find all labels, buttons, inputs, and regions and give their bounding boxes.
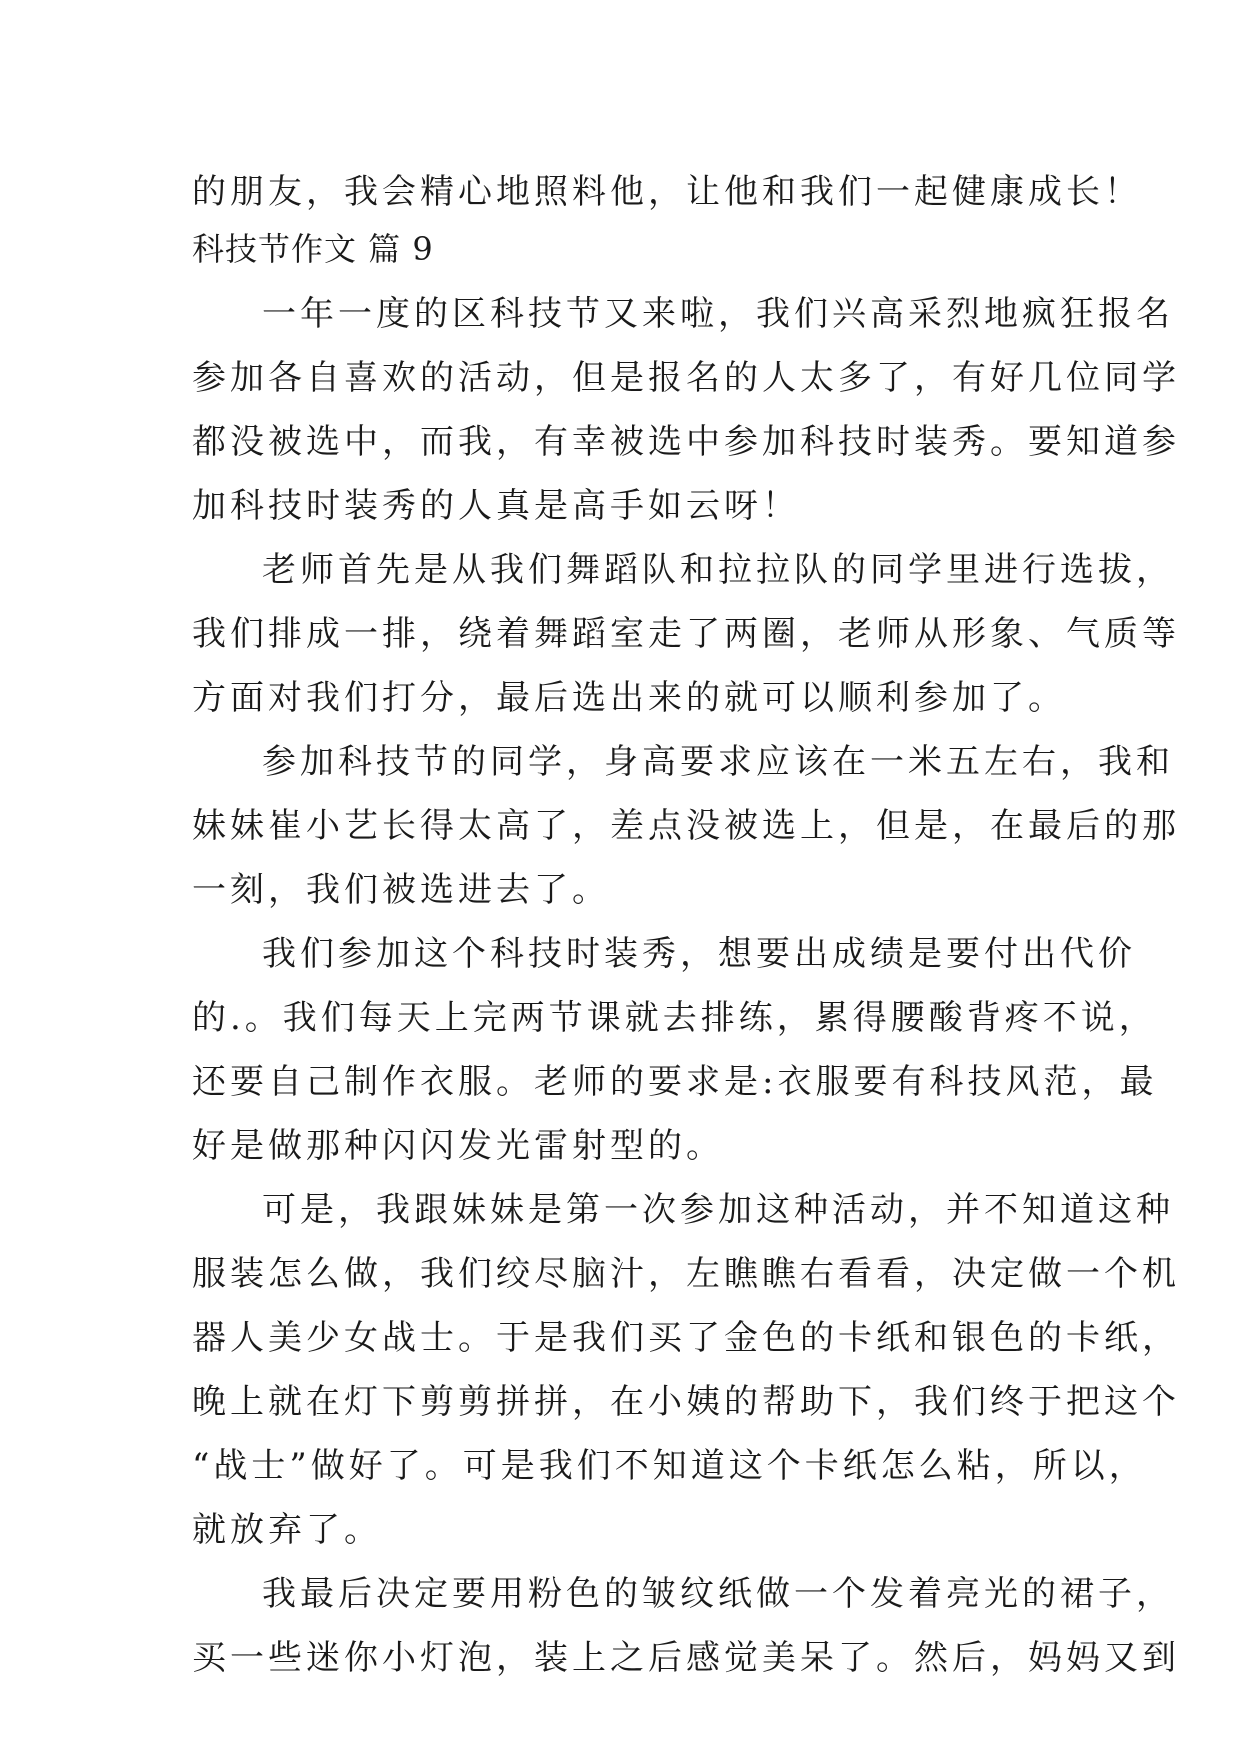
paragraph (192, 538, 1180, 730)
section-heading: 科技节作文 篇 9 (192, 230, 434, 268)
paragraph-line: 妹妹崔小艺长得太高了，差点没被选上，但是，在最后的那 (192, 806, 1180, 846)
paragraph-line: 参加科技节的同学，身高要求应该在一米五左右，我和 (262, 742, 1174, 782)
paragraph-line: 我最后决定要用粉色的皱纹纸做一个发着亮光的裙子， (262, 1574, 1174, 1614)
paragraph (192, 730, 1180, 922)
paragraph-line: 还要自己制作衣服。老师的要求是:衣服要有科技风范，最 (192, 1062, 1158, 1102)
paragraph-line: 晚上就在灯下剪剪拼拼，在小姨的帮助下，我们终于把这个 (192, 1382, 1180, 1422)
paragraph (192, 1178, 1180, 1562)
paragraph-line: 一年一度的区科技节又来啦，我们兴高采烈地疯狂报名 (262, 294, 1174, 334)
paragraph-line: 参加各自喜欢的活动，但是报名的人太多了，有好几位同学 (192, 358, 1180, 398)
paragraph (192, 282, 1180, 538)
paragraph-line: 的.。我们每天上完两节课就去排练，累得腰酸背疼不说， (192, 998, 1157, 1038)
paragraph-line: 我们参加这个科技时装秀，想要出成绩是要付出代价 (262, 934, 1136, 974)
continuation-line: 的朋友，我会精心地照料他，让他和我们一起健康成长！ (192, 172, 1142, 212)
document-body (192, 162, 1180, 1690)
paragraph-line: 一刻，我们被选进去了。 (192, 870, 610, 910)
paragraph-line: 器人美少女战士。于是我们买了金色的卡纸和银色的卡纸， (192, 1318, 1180, 1358)
paragraph-line: 方面对我们打分，最后选出来的就可以顺利参加了。 (192, 678, 1066, 718)
paragraph-line: 加科技时装秀的人真是高手如云呀！ (192, 486, 800, 526)
paragraph-line: 好是做那种闪闪发光雷射型的。 (192, 1126, 724, 1166)
paragraph-line: 可是，我跟妹妹是第一次参加这种活动，并不知道这种 (262, 1190, 1174, 1230)
paragraph-line: 都没被选中，而我，有幸被选中参加科技时装秀。要知道参 (192, 422, 1180, 462)
paragraph (192, 922, 1158, 1178)
paragraph-line: 买一些迷你小灯泡，装上之后感觉美呆了。然后，妈妈又到 (192, 1638, 1180, 1678)
paragraph (192, 1562, 1180, 1690)
paragraph-line: 服装怎么做，我们绞尽脑汁，左瞧瞧右看看，决定做一个机 (192, 1254, 1180, 1294)
paragraph-line: “战士”做好了。可是我们不知道这个卡纸怎么粘，所以， (192, 1446, 1147, 1486)
paragraph-line: 就放弃了。 (192, 1510, 382, 1550)
paragraph-line: 我们排成一排，绕着舞蹈室走了两圈，老师从形象、气质等 (192, 614, 1180, 654)
paragraph-line: 老师首先是从我们舞蹈队和拉拉队的同学里进行选拔， (262, 550, 1174, 590)
